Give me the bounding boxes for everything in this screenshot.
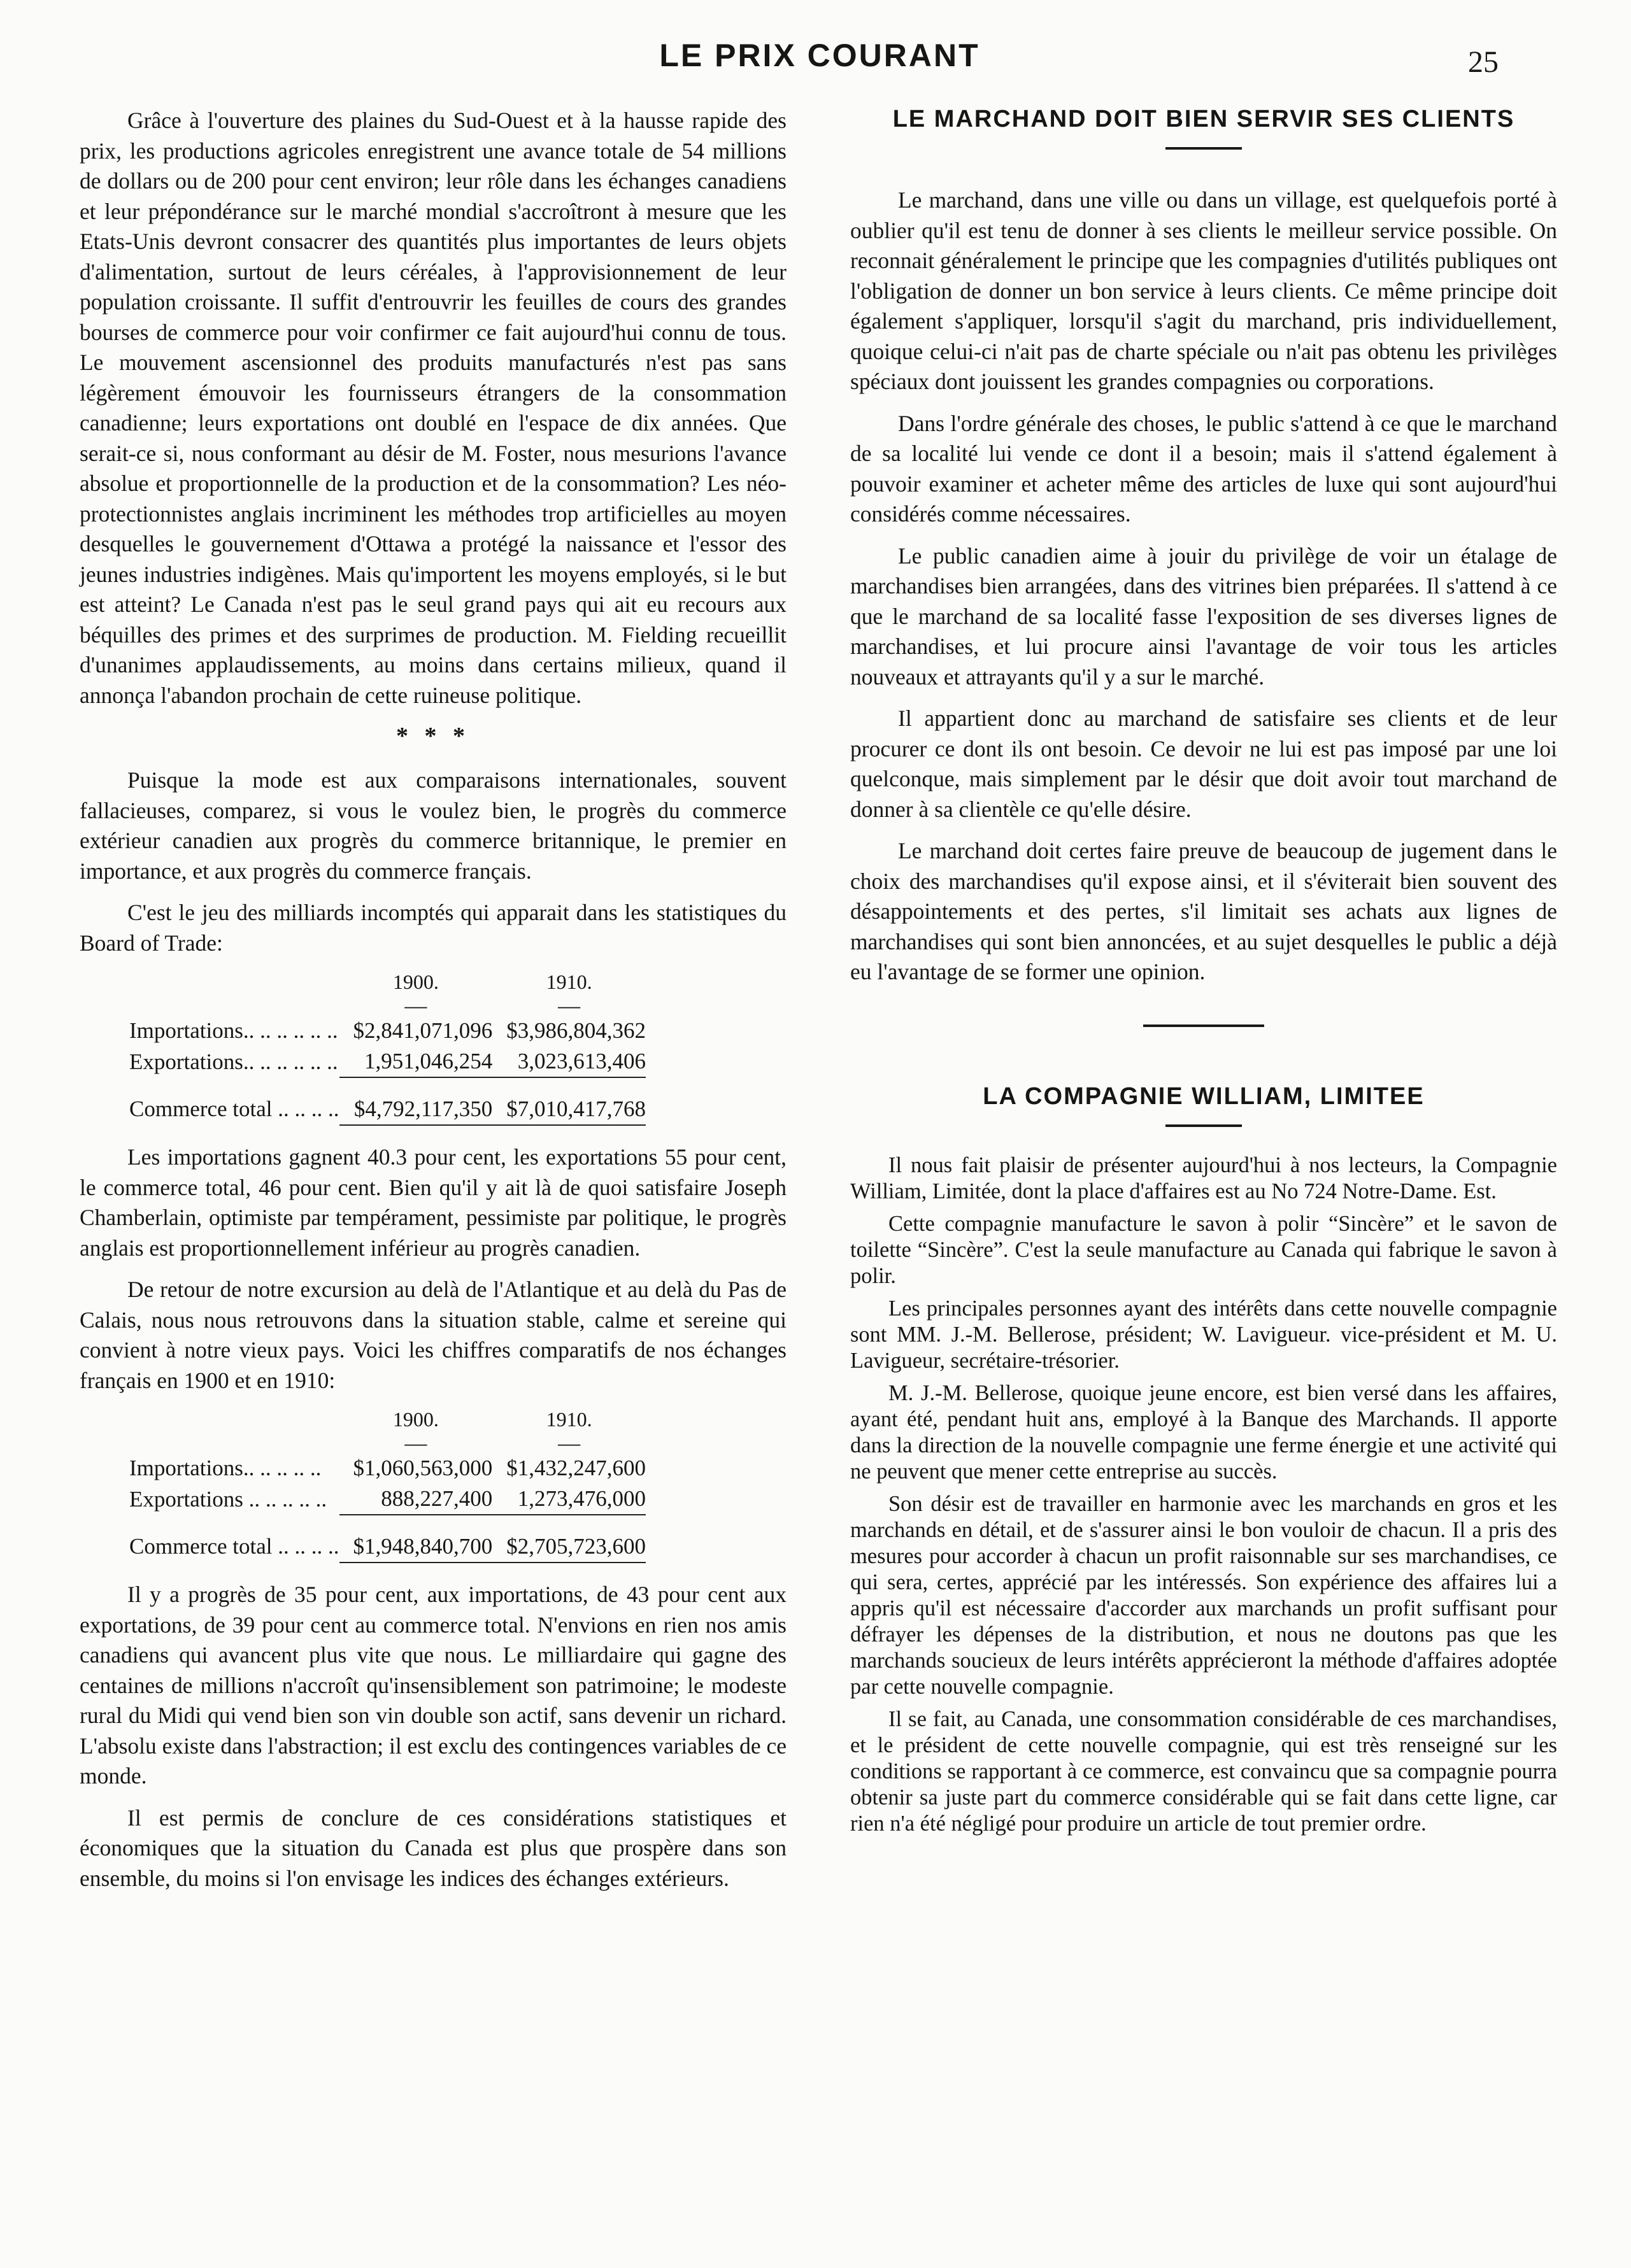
left-column (80, 106, 787, 1905)
total-1910: $2,705,723,600 (492, 1515, 646, 1563)
article-paragraph: Le marchand doit certes faire preuve de beaucoup de jugement dans le choix des marchandises qu'il expose ainsi, et il s'éviterait bien souvent des désappointements et des pertes, s'il limitait ses achats aux lignes de marchandises qui sont bien annoncées, et au sujet desquelles le public a déjà eu l'avantage de se former une opinion. (850, 838, 1557, 984)
row-label: Exportations .. .. .. .. .. (129, 1486, 327, 1512)
year-header: 1910. (546, 970, 592, 993)
article-paragraph: Grâce à l'ouverture des plaines du Sud-Ouest et à la hausse rapide des prix, les productions agricoles enregistrent une avance totale de 54 millions de dollars ou de 200 pour cent environ; leur rôle dans les échanges canadiens et leur prépondérance sur le marché mondial s'accroîtront à mesure que les Etats-Unis devront consacrer des quantités plus importantes de leurs objets d'alimentation, surtout de leurs céréales, à l'approvisionnement de leur population croissante. Il suffit d'entrouvrir les feuilles de cours des grandes bourses de commerce pour voir confirmer ce fait aujourd'hui connu de tous. Le mouvement ascensionnel des produits manufacturés n'est pas sans légèrement émouvoir les fournisseurs étrangers de la consommation canadienne; leurs exportations ont doublé en l'espace de dix années. Que serait-ce si, nous conformant au désir de M. Foster, nous mesurions l'avance absolue et proportionnelle de la production et de la consommation? Les néo-protectionnistes anglais incriminent les méthodes trop artificielles au moyen desquelles le gouvernement d'Ottawa a protégé la naissance et l'essor des jeunes industries indigènes. Mais qu'importent les moyens employés, si le but est atteint? Le Canada n'est pas le seul grand pays qui ait eu recours aux béquilles des primes et des surprimes de production. M. Fielding recueillit d'unanimes applaudissements, au moins dans certains milieux, quand il annonça l'abandon prochain de cette ruineuse politique. (80, 108, 787, 708)
article-paragraph: Il est permis de conclure de ces considérations statistiques et économiques que la situation du Canada est plus que prospère dans son ensemble, du moins si l'on envisage les indices des échanges extérieurs. (80, 1804, 787, 1891)
total-1910: $7,010,417,768 (492, 1077, 646, 1125)
article-paragraph: M. J.-M. Bellerose, quoique jeune encore, est bien versé dans les affaires, ayant été, pendant huit ans, employé à la Banque des Marchands. Il apporte dans la direction de la nouvelle compagnie une ferme énergie et une activité qui ne peuvent que mener cette entreprise au succès. (850, 1380, 1557, 1484)
value-1900: 1,951,046,254 (339, 1046, 493, 1077)
row-label: Importations.. .. .. .. .. .. (129, 1018, 338, 1043)
total-1900: $1,948,840,700 (339, 1515, 493, 1563)
article-paragraph: De retour de notre excursion au delà de l'Atlantique et au delà du Pas de Calais, nous nous retrouvons dans la situation stable, calme et sereine qui convient à notre vieux pays. Voici les chiffres comparatifs de nos échanges français en 1900 et en 1910: (80, 1277, 787, 1393)
table-row (129, 1046, 646, 1077)
article-paragraph: C'est le jeu des milliards incomptés qui apparait dans les statistiques du Board of Trade: (80, 900, 787, 956)
article-paragraph: Le public canadien aime à jouir du privilège de voir un étalage de marchandises bien arrangées, dans des vitrines bien préparées. Il s'attend à ce que le marchand de sa localité fasse l'exposition de ses diverses lignes de marchandises, et lui procure ainsi l'avantage de voir tous les articles nouveaux et attrayants qu'il y a sur le marché. (850, 542, 1557, 690)
page-header-title: LE PRIX COURANT (659, 38, 980, 73)
table-total-row (129, 1077, 646, 1125)
total-1900: $4,792,117,350 (339, 1077, 493, 1125)
asterism-separator: * * * (396, 723, 470, 749)
value-1900: $2,841,071,096 (353, 1018, 493, 1043)
total-label: Commerce total .. .. .. .. (129, 1534, 339, 1559)
value-1910: 1,273,476,000 (492, 1484, 646, 1515)
company-article (850, 1152, 1557, 1837)
table-row (129, 1016, 646, 1046)
article-paragraph: Dans l'ordre générale des choses, le public s'attend à ce que le marchand de sa localité lui vende ce dont il a besoin; mais il s'attend également à pouvoir examiner et acheter même des articles de luxe qui sont aujourd'hui considérés comme nécessaires. (850, 410, 1557, 527)
row-label: Importations.. .. .. .. .. (129, 1456, 322, 1480)
value-1900: $1,060,563,000 (353, 1456, 493, 1480)
article-paragraph: Il nous fait plaisir de présenter aujourd'hui à nos lecteurs, la Compagnie William, Limitée, dont la place d'affaires est au No 724 Notre-Dame. Est. (850, 1152, 1557, 1203)
article-paragraph: Il se fait, au Canada, une consommation considérable de ces marchandises, et le président de cette nouvelle compagnie, qui est très renseigné sur les conditions se rapportant à ce commerce, est convaincu que sa compagnie pourra obtenir sa juste part du commerce considérable qui se fait dans cette ligne, car rien n'a été négligé pour produire un article de tout premier ordre. (850, 1706, 1557, 1836)
value-1910: $1,432,247,600 (506, 1456, 646, 1480)
article-paragraph: Les principales personnes ayant des intérêts dans cette nouvelle compagnie sont MM. J.-M. Bellerose, président; W. Lavigueur. vice-président et M. U. Lavigueur, secrétaire-trésorier. (850, 1296, 1557, 1373)
article-paragraph: Puisque la mode est aux comparaisons internationales, souvent fallacieuses, comparez, si vous le voulez bien, le progrès du commerce extérieur canadien aux progrès du commerce britannique, le premier en importance, et aux progrès du commerce français. (80, 767, 787, 884)
value-1910: 3,023,613,406 (492, 1046, 646, 1077)
section-separator-rule (1143, 1024, 1264, 1027)
article-paragraph: Cette compagnie manufacture le savon à polir “Sincère” et le savon de toilette “Sincère”. C'est la seule manufacture au Canada qui fabrique le savon à polir. (850, 1211, 1557, 1288)
year-header: 1910. (546, 1408, 592, 1431)
year-header: 1900. (392, 970, 439, 993)
trade-table-france: 1900. 1910. — — Importations.. .. .. .. .. $1,060,563,000 $1,432,247,600 Exportations .. .. .. .. .. 888,227,400 1,273,476,000 Commerce total .. .. .. .. $1,948,840,700 $2,705,723,600 (129, 1407, 646, 1563)
heading-rule (1165, 147, 1242, 150)
value-1910: $3,986,804,362 (506, 1018, 646, 1043)
section-heading-marchand: LE MARCHAND DOIT BIEN SERVIR SES CLIENTS (892, 106, 1515, 132)
value-1900: 888,227,400 (339, 1484, 493, 1515)
table-row (129, 1484, 646, 1515)
heading-rule (1165, 1124, 1242, 1127)
year-header: 1900. (392, 1408, 439, 1431)
article-paragraph: Son désir est de travailler en harmonie avec les marchands en gros et les marchands en détail, et de s'assurer ainsi le bon vouloir de chacun. Il a pris des mesures pour accorder à chacun un profit raisonnable sur ses marchandises, ce qui sera, certes, apprécié par les intéressés. Son expérience des affaires lui a appris qu'il est nécessaire d'accorder aux marchands un profit suffisant pour défrayer les dépenses de la distribution, et nous ne doutons pas que les marchands soucieux de leurs intérêts apprécieront la méthode d'affaires adoptée par cette nouvelle compagnie. (850, 1491, 1557, 1699)
table-total-row (129, 1515, 646, 1563)
article-paragraph: Les importations gagnent 40.3 pour cent, les exportations 55 pour cent, le commerce total, 46 pour cent. Bien qu'il y ait là de quoi satisfaire Joseph Chamberlain, optimiste par tempérament, pessimiste par politique, le progrès anglais est proportionnellement inférieur au progrès canadien. (80, 1144, 787, 1261)
table-row (129, 1453, 646, 1484)
article-paragraph: Il appartient donc au marchand de satisfaire ses clients et de leur procurer ce dont ils ont besoin. Ce devoir ne lui est pas imposé par une loi quelconque, mais simplement par le désir que doit avoir tout marchand de donner à sa clientèle ce qu'elle désire. (850, 705, 1557, 822)
row-label: Exportations.. .. .. .. .. .. (129, 1049, 338, 1074)
article-paragraph: Il y a progrès de 35 pour cent, aux importations, de 43 pour cent aux exportations, de 39 pour cent au commerce total. N'envions en rien nos amis canadiens qui avancent plus vite que nous. Le milliardaire qui gagne des centaines de millions n'accroît qu'insensiblement son patrimoine; le modeste rural du Midi qui vend bien son vin double son actif, sans devenir un richard. L'absolu existe dans l'abstraction; il est exclu des contingences variables de ce monde. (80, 1582, 787, 1789)
total-label: Commerce total .. .. .. .. (129, 1096, 339, 1121)
right-column (850, 106, 1557, 1843)
trade-table-britain: 1900. 1910. — — Importations.. .. .. .. .. .. $2,841,071,096 $3,986,804,362 Exportations.. .. .. .. .. .. 1,951,046,254 3,023,613,406 Commerce total .. .. .. .. $4,792,117,350 $7,010,417,768 (129, 970, 646, 1126)
section-heading-compagnie: LA COMPAGNIE WILLIAM, LIMITEE (983, 1082, 1425, 1110)
page-number: 25 (1468, 45, 1499, 79)
article-paragraph: Le marchand, dans une ville ou dans un village, est quelquefois porté à oublier qu'il est tenu de donner à ses clients le meilleur service possible. On reconnait généralement le principe que les compagnies d'utilités publiques ont l'obligation de donner un bon service à leurs clients. Ce même principe doit également s'appliquer, lorsqu'il s'agit du marchand, pris individuellement, quoique celui-ci n'ait pas de charte spéciale ou n'ait pas obtenu les privilèges spéciaux dont jouissent les grandes compagnies ou corporations. (850, 187, 1557, 394)
